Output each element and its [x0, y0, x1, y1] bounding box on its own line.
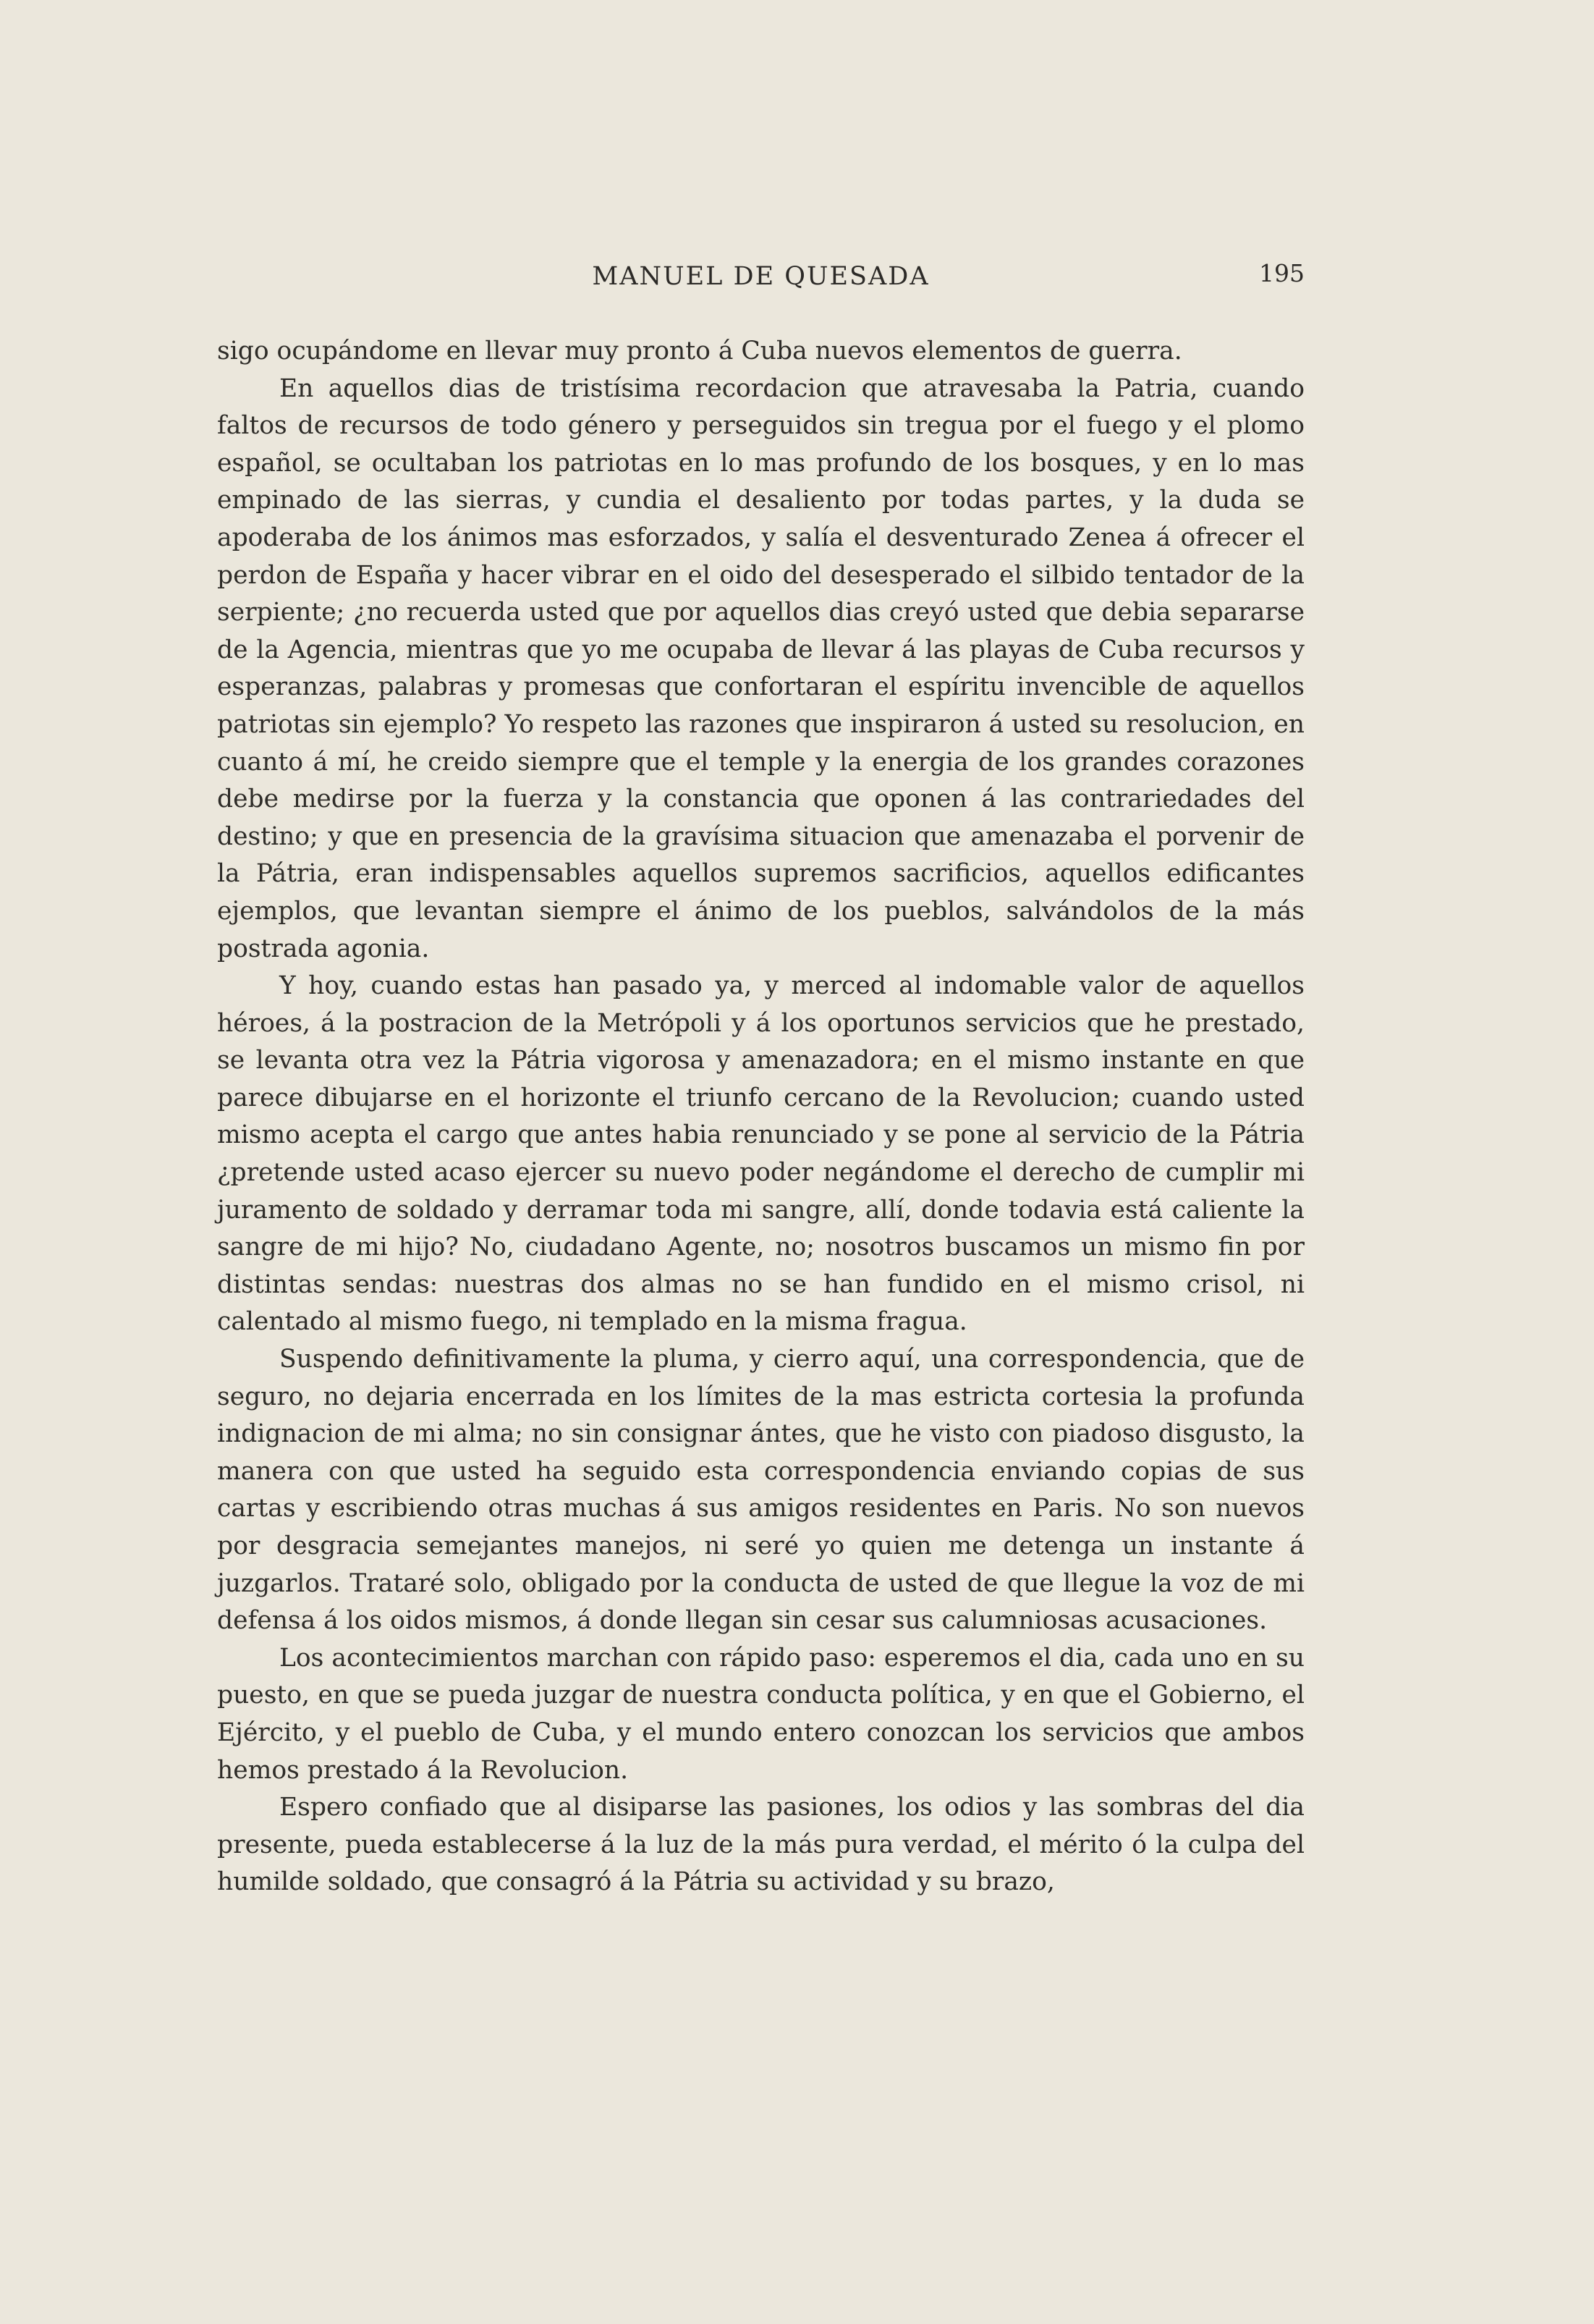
paragraph: En aquellos dias de tristísima recordacion que atravesaba la Patria, cuando faltos de recursos de todo género y perseguidos sin tregua por el fuego y el plomo español, se ocultaban los patriotas en lo mas profundo de los bosques, y en lo mas empinado de las sierras, y cundia el desaliento por todas partes, y la duda se apoderaba de los ánimos mas esforzados, y salía el desventurado Zenea á ofrecer el perdon de España y hacer vibrar en el oido del desesperado el silbido tentador de la serpiente; ¿no recuerda usted que por aquellos dias creyó usted que debia separarse de la Agencia, mientras que yo me ocupaba de llevar á las playas de Cuba recursos y esperanzas, palabras y promesas que confortaran el espíritu invencible de aquellos patriotas sin ejemplo? Yo respeto las razones que inspiraron á usted su resolucion, en cuanto á mí, he creido siempre que el temple y la energia de los grandes corazones debe medirse por la fuerza y la constancia que oponen á las contrariedades del destino; y que en presencia de la gravísima situacion que amenazaba el porvenir de la Pátria, eran indispensables aquellos supremos sacrificios, aquellos edificantes ejemplos, que levantan siempre el ánimo de los pueblos, salvándolos de la más postrada agonia. — [217, 373, 1305, 963]
paragraph-continuation: sigo ocupándome en llevar muy pronto á Cuba nuevos elementos de guerra. — [217, 337, 1182, 365]
running-title: MANUEL DE QUESADA — [592, 262, 930, 291]
page-number: 195 — [1259, 259, 1305, 287]
paragraph: Suspendo definitivamente la pluma, y cierro aquí, una correspondencia, que de seguro, no dejaria encerrada en los límites de la mas estricta cortesia la profunda indignacion de mi alma; no sin consignar ántes, que he visto con piadoso disgusto, la manera con que usted ha seguido esta correspondencia enviando copias de sus cartas y escribiendo otras muchas á sus amigos residentes en Paris. No son nuevos por desgracia semejantes manejos, ni seré yo quien me detenga un instante á juzgarlos. Trataré solo, obligado por la conducta de usted de que llegue la voz de mi defensa á los oidos mismos, á donde llegan sin cesar sus calumniosas acusaciones. — [217, 1345, 1305, 1636]
paragraph: Y hoy, cuando estas han pasado ya, y merced al indomable valor de aquellos héroes, á la postracion de la Metrópoli y á los oportunos servicios que he prestado, se levanta otra vez la Pátria vigorosa y amenazadora; en el mismo instante en que parece dibujarse en el horizonte el triunfo cercano de la Revolucion; cuando usted mismo acepta el cargo que antes habia renunciado y se pone al servicio de la Pátria ¿pretende usted acaso ejercer su nuevo poder negándome el derecho de cumplir mi juramento de soldado y derramar toda mi sangre, allí, donde todavia está caliente la sangre de mi hijo? No, ciudadano Agente, no; nosotros buscamos un mismo fin por distintas sendas: nuestras dos almas no se han fundido en el mismo crisol, ni calentado al mismo fuego, ni templado en la misma fragua. — [217, 971, 1305, 1337]
paragraph: Los acontecimientos marchan con rápido paso: esperemos el dia, cada uno en su puesto, en que se pueda juzgar de nuestra conducta política, y en que el Gobierno, el Ejército, y el pueblo de Cuba, y el mundo entero conozcan los servicios que ambos hemos prestado á la Revolucion. — [217, 1643, 1305, 1785]
page-header — [217, 256, 1305, 300]
paragraph: Espero confiado que al disiparse las pasiones, los odios y las sombras del dia presente, pueda establecerse á la luz de la más pura verdad, el mérito ó la culpa del humilde soldado, que consagró á la Pátria su actividad y su brazo, — [217, 1793, 1305, 1897]
body-text — [217, 333, 1305, 1901]
